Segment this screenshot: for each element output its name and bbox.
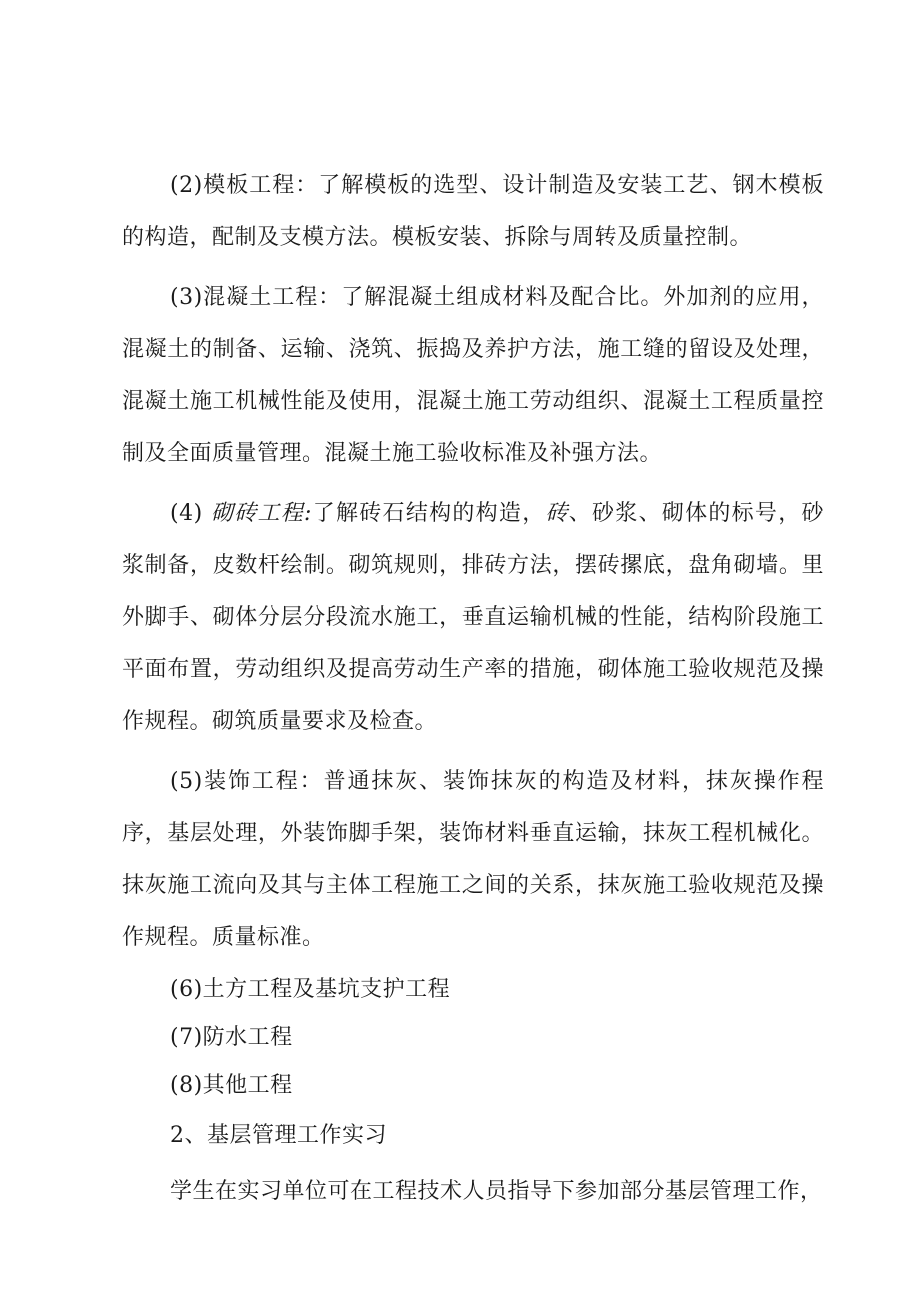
item-number: (6) [170, 977, 203, 1002]
italic-word: 砖 [545, 501, 569, 526]
document-page [122, 160, 824, 1218]
item-title: 土方工程及基坑支护工程 [202, 977, 451, 1002]
section-heading: 2、基层管理工作实习 [170, 1123, 387, 1148]
item-text: 了解模板的选型、设计制造及安装工艺、钢木模板的构造，配制及支模方法。模板安装、拆除与周转及质量控制。 [122, 173, 824, 250]
item-number: (2) [170, 173, 203, 198]
item-number: (8) [170, 1073, 203, 1098]
paragraph-other [122, 1060, 824, 1112]
item-number: (3) [170, 285, 203, 310]
paragraph-masonry [122, 488, 824, 748]
item-title: 装饰工程： [202, 769, 324, 794]
item-title: 混凝土工程： [202, 285, 342, 310]
item-number: (7) [170, 1025, 203, 1050]
paragraph-decoration [122, 756, 824, 964]
paragraph-earthwork [122, 964, 824, 1016]
item-title: 模板工程： [202, 173, 319, 198]
item-title: 其他工程 [202, 1073, 293, 1098]
item-text: 了解混凝土组成材料及配合比。外加剂的应用，混凝土的制备、运输、浇筑、振捣及养护方法，施工缝的留设及处理，混凝土施工机械性能及使用，混凝土施工劳动组织、混凝土工程质量控制及全面质量管理。混凝土施工验收标准及补强方法。 [122, 285, 824, 466]
item-text: 、砂浆、砌体的标号，砂浆制备，皮数杆绘制。砌筑规则，排砖方法，摆砖摞底，盘角砌墙。里外脚手、砌体分层分段流水施工，垂直运输机械的性能，结构阶段施工平面布置，劳动组织及提高劳动生产率的措施，砌体施工验收规范及操作规程。砌筑质量要求及检查。 [122, 501, 824, 734]
paragraph-waterproofing [122, 1012, 824, 1064]
item-title: 砌砖工程: [210, 501, 312, 526]
section-body: 学生在实习单位可在工程技术人员指导下参加部分基层管理工作， [170, 1179, 823, 1204]
item-number: (4) [170, 501, 203, 526]
item-text-before: 了解砖石结构的构造， [311, 501, 546, 526]
item-number: (5) [170, 769, 203, 794]
item-text: 普通抹灰、装饰抹灰的构造及材料，抹灰操作程序，基层处理，外装饰脚手架，装饰材料垂直运输，抹灰工程机械化。抹灰施工流向及其与主体工程施工之间的关系，抹灰施工验收规范及操作规程。质量标准。 [122, 769, 824, 950]
item-title: 防水工程 [202, 1025, 293, 1050]
paragraph-concrete [122, 272, 824, 480]
paragraph-formwork [122, 160, 824, 264]
